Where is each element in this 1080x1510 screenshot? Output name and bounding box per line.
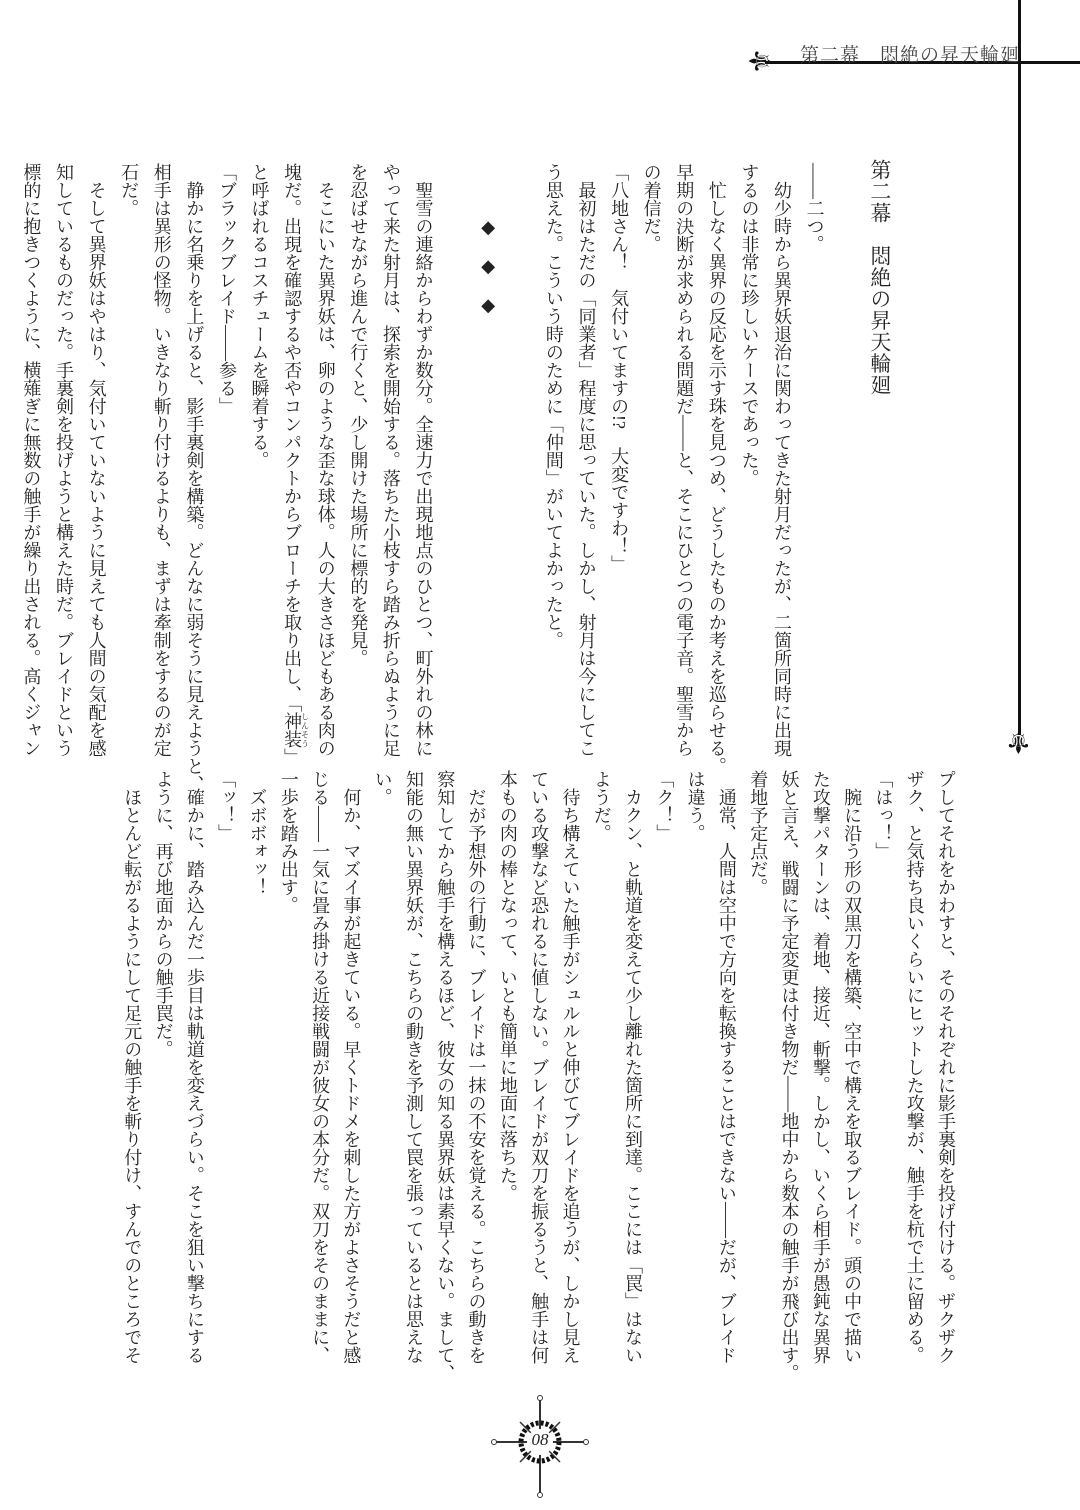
- text-line: 察知してから触手を構えるほど、彼女の知る異界妖は素早くない。まして、: [435, 770, 456, 1382]
- text-line: う思えた。こういう時のために「仲間」がいてよかったと。: [543, 163, 564, 649]
- fleur-ornament-icon: ⚜: [744, 47, 778, 75]
- text-line: 本もの肉の棒となって、いとも簡単に地面に落ちた。: [497, 770, 518, 1202]
- text-line: い。: [372, 770, 393, 806]
- chapter-title: 第二幕 悶絶の昇天輪廻: [867, 159, 892, 396]
- text-line: た攻撃パターンは、着地、接近、斬撃。しかし、いくら相手が愚鈍な異界: [810, 770, 831, 1364]
- page-number-ornament: [490, 1395, 590, 1500]
- text-line: ザク、と気持ち良いくらいにヒットした攻撃が、触手を杭で土に留める。: [904, 770, 925, 1364]
- text-line: 幼少時から異界妖退治に関わってきた射月だったが、二箇所同時に出現: [772, 163, 793, 757]
- page-number: 08: [531, 1430, 549, 1449]
- text-line: 「はっ！」: [873, 770, 894, 860]
- text-line: 相手は異形の怪物。いきなり斬り付けるよりも、まずは牽制をするのが定: [151, 163, 172, 757]
- text-line: [505, 163, 538, 728]
- margin-rule: [1018, 0, 1021, 735]
- text-line: 石だ。: [119, 163, 140, 217]
- text-line: そして異界妖はやはり、気付いていないように見えても人間の気配を感: [86, 163, 107, 757]
- text-line: ほとんど転がるようにして足元の触手を斬り付け、すんでのところでそ: [122, 770, 143, 1364]
- text-line: ――二つ。: [804, 163, 825, 253]
- text-line: を忍ばせながら進んで行くと、少し開けた場所に標的を発見。: [348, 163, 369, 667]
- text-line: ている攻撃など恐れるに値しない。ブレイドが双刀を振るうと、触手は何: [529, 770, 550, 1364]
- text-line: 早期の決断が求められる問題だ――と、そこにひとつの電子音。聖雪から: [674, 163, 695, 757]
- text-line: 知しているものだった。手裏剣を投げようと構えた時だ。ブレイドという: [53, 163, 74, 757]
- text-line: 聖雪の連絡からわずか数分。全速力で出現地点のひとつ、町外れの林に: [413, 163, 434, 757]
- text-line: 「八地さん！ 気付いてますの!? 大変ですわ！」: [609, 163, 630, 573]
- text-line: と呼ばれるコスチュームを瞬着する。: [249, 163, 270, 469]
- text-line: 「ク！」: [654, 770, 675, 842]
- text-line: 「ブラックブレイド――参る」: [216, 163, 237, 415]
- ruby-reading: しんそう: [300, 712, 310, 748]
- text-line: [276, 163, 310, 766]
- text-line: 忙しなく異界の反応を示す珠を見つめ、どうしたものか考えを巡らせる。: [706, 163, 727, 775]
- text-line: ズボボォッ！: [247, 770, 268, 896]
- text-line: ◆ ◆ ◆: [478, 163, 499, 316]
- text-line: 着地予定点だ。: [748, 770, 769, 896]
- text-line: するのは非常に珍しいケースであった。: [739, 163, 760, 487]
- text-line: 待ち構えていた触手がシュルルと伸びてブレイドを追うが、しかし見え: [560, 770, 581, 1364]
- text-line: じる――一気に畳み掛ける近接戦闘が彼女の本分だ。双刀をそのままに、: [310, 770, 331, 1364]
- text-line: 知能の無い異界妖が、こちらの動きを予測して罠を張っているとは思えな: [403, 770, 424, 1364]
- text-line: 何か、マズイ事が起きている。早くトドメを刺した方がよさそうだと感: [341, 770, 362, 1364]
- ruby-base: 神装: [282, 712, 303, 748]
- text-block-bottom: [116, 770, 961, 1382]
- running-header-title: 第二幕 悶絶の昇天輪廻: [800, 45, 1021, 66]
- text-line: の着信だ。: [641, 163, 662, 253]
- text-line: 「ッ！」: [216, 770, 237, 842]
- ruby-word: [282, 712, 310, 748]
- text-line: ように、再び地面からの触手罠だ。: [153, 770, 174, 1058]
- text-line: そこにいた異界妖は、卵のような歪な球体。人の大きさほどもある肉の: [315, 163, 336, 757]
- text-line: 妖と言え、戦闘に予定変更は付き物だ――地中から数本の触手が飛び出す。: [779, 770, 800, 1382]
- text-line: やって来た射月は、探索を開始する。落ちた小枝すら踏み折らぬように足: [380, 163, 401, 757]
- text-line: 標的に抱きつくように、横薙ぎに無数の触手が繰り出される。高くジャン: [21, 163, 42, 757]
- text-line: 確かに、踏み込んだ一歩目は軌道を変えづらい。そこを狙い撃ちにする: [184, 770, 205, 1364]
- fleur-ornament-icon: ⚜: [1005, 725, 1032, 758]
- text-line: 静かに名乗りを上げると、影手裏剣を構築。どんなに弱そうに見えようと、: [184, 163, 205, 793]
- text-line: プしてそれをかわすと、そのそれぞれに影手裏剣を投げ付ける。ザクザク: [936, 770, 956, 1364]
- text-block-top: [15, 159, 961, 793]
- text-line: ようだ。: [591, 770, 612, 842]
- text-line: 腕に沿う形の双黒刀を構築、空中で構えを取るブレイド。頭の中で描い: [842, 770, 863, 1364]
- text-line: カクン、と軌道を変えて少し離れた箇所に到達。ここには「罠」はない: [623, 770, 644, 1364]
- text-line: [440, 163, 473, 728]
- text-line: だが予想外の行動に、ブレイドは一抹の不安を覚える。こちらの動きを: [466, 770, 487, 1364]
- text-line: は違う。: [685, 770, 706, 842]
- text-segment: 」: [282, 748, 303, 766]
- text-line: 一歩を踏み出す。: [278, 770, 299, 914]
- text-line: 最初はただの「同業者」程度に思っていた。しかし、射月は今にしてこ: [576, 163, 597, 757]
- text-segment: 塊だ。出現を確認するや否やコンパクトからブローチを取り出し、「: [282, 163, 303, 712]
- text-line: 通常、人間は空中で方向を転換することはできない――だが、ブレイド: [716, 770, 737, 1364]
